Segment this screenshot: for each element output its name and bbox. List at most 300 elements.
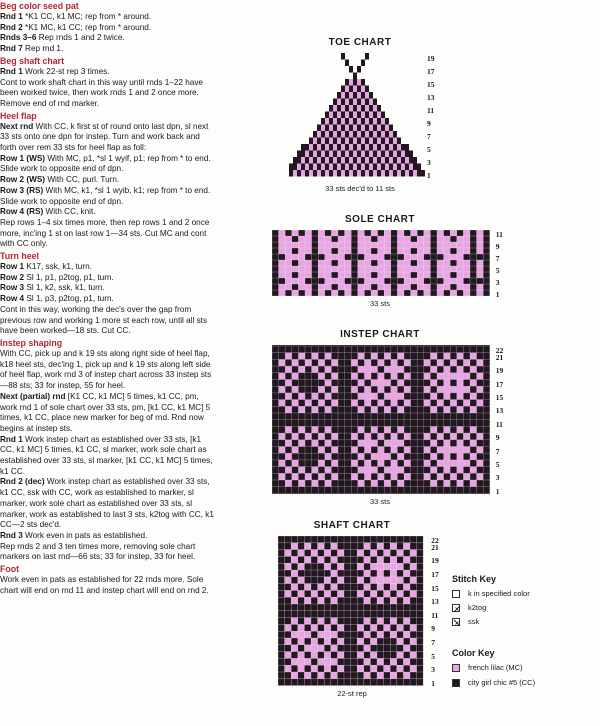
toe-stitch bbox=[337, 125, 341, 132]
instep-stitch bbox=[358, 453, 365, 460]
instep-stitch bbox=[424, 393, 431, 400]
toe-stitch bbox=[317, 170, 321, 177]
instep-stitch bbox=[358, 353, 365, 360]
sole-stitch bbox=[477, 260, 484, 266]
instep-stitch bbox=[351, 373, 358, 380]
instep-stitch bbox=[318, 460, 325, 467]
sole-stitch bbox=[338, 248, 345, 254]
sole-stitch bbox=[325, 278, 332, 284]
instep-stitch bbox=[470, 487, 477, 494]
toe-stitch bbox=[333, 170, 337, 177]
toe-stitch bbox=[405, 157, 409, 164]
shaft-stitch bbox=[278, 563, 285, 570]
toe-edge bbox=[365, 53, 369, 60]
shaft-stitch bbox=[337, 604, 344, 611]
instep-stitch bbox=[477, 346, 484, 353]
instep-stitch bbox=[325, 366, 332, 373]
instruction-text: [K1 CC, k1 MC] 5 times, k1 CC, pm, work rnd 1 of sole chart over 33 sts, pm, [k1 CC, k1 MC] 5 times, k1 CC, place new marker for beg of rnd. Rnd now begins at instep sts. bbox=[0, 391, 211, 433]
shaft-stitch bbox=[291, 624, 298, 631]
toe-stitch bbox=[361, 138, 365, 145]
sole-stitch bbox=[450, 242, 457, 248]
shaft-stitch bbox=[337, 536, 344, 543]
instruction-line bbox=[0, 175, 214, 186]
instep-stitch bbox=[444, 433, 451, 440]
toe-stitch bbox=[297, 164, 301, 171]
shaft-stitch bbox=[364, 556, 371, 563]
toe-stitch bbox=[373, 138, 377, 145]
toe-stitch bbox=[313, 164, 317, 171]
instep-stitch bbox=[470, 386, 477, 393]
sole-stitch bbox=[404, 254, 411, 260]
sole-stitch bbox=[272, 290, 279, 296]
toe-stitch bbox=[393, 144, 397, 151]
sole-stitch bbox=[450, 290, 457, 296]
sole-stitch bbox=[397, 278, 404, 284]
instep-stitch bbox=[298, 473, 305, 480]
toe-stitch bbox=[373, 144, 377, 151]
toe-stitch bbox=[317, 151, 321, 158]
sole-stitch bbox=[338, 290, 345, 296]
toe-stitch bbox=[321, 170, 325, 177]
shaft-stitch bbox=[331, 658, 338, 665]
instruction-label: Rnd 1 bbox=[0, 434, 26, 444]
instep-stitch bbox=[325, 393, 332, 400]
instep-stitch bbox=[417, 353, 424, 360]
instep-stitch bbox=[483, 406, 490, 413]
sole-stitch bbox=[378, 230, 385, 236]
row-number: 15 bbox=[495, 392, 504, 402]
shaft-stitch bbox=[278, 604, 285, 611]
toe-stitch bbox=[357, 151, 361, 158]
instep-stitch bbox=[358, 413, 365, 420]
toe-stitch bbox=[385, 170, 389, 177]
toe-stitch bbox=[361, 170, 365, 177]
shaft-stitch bbox=[324, 665, 331, 672]
sole-stitch bbox=[404, 260, 411, 266]
instep-stitch bbox=[437, 373, 444, 380]
instep-stitch bbox=[351, 420, 358, 427]
shaft-stitch bbox=[357, 618, 364, 625]
sole-stitch bbox=[331, 230, 338, 236]
toe-stitch bbox=[341, 164, 345, 171]
sole-stitch bbox=[272, 284, 279, 290]
instep-stitch bbox=[404, 406, 411, 413]
shaft-stitch bbox=[285, 550, 292, 557]
sole-stitch bbox=[437, 284, 444, 290]
instep-stitch bbox=[298, 447, 305, 454]
instep-stitch bbox=[364, 440, 371, 447]
instep-stitch bbox=[378, 353, 385, 360]
toe-stitch bbox=[305, 144, 309, 151]
toe-stitch bbox=[309, 151, 313, 158]
toe-stitch bbox=[361, 92, 365, 99]
toe-edge bbox=[341, 53, 345, 60]
toe-stitch bbox=[349, 151, 353, 158]
instep-stitch bbox=[318, 386, 325, 393]
shaft-stitch bbox=[285, 618, 292, 625]
sole-stitch bbox=[384, 254, 391, 260]
instep-stitch bbox=[477, 487, 484, 494]
instep-stitch bbox=[463, 473, 470, 480]
shaft-stitch bbox=[304, 604, 311, 611]
sole-stitch bbox=[483, 230, 490, 236]
instep-stitch bbox=[272, 433, 279, 440]
shaft-stitch bbox=[318, 577, 325, 584]
row-number: 15 bbox=[427, 80, 435, 89]
instep-stitch bbox=[391, 359, 398, 366]
toe-stitch bbox=[357, 99, 361, 106]
instep-stitch bbox=[312, 406, 319, 413]
sole-stitch bbox=[397, 284, 404, 290]
instep-stitch bbox=[331, 373, 338, 380]
shaft-stitch bbox=[351, 550, 358, 557]
instep-stitch bbox=[404, 373, 411, 380]
instep-stitch bbox=[279, 467, 286, 474]
toe-stitch bbox=[369, 99, 373, 106]
toe-stitch bbox=[385, 151, 389, 158]
instep-stitch bbox=[371, 359, 378, 366]
sole-stitch bbox=[292, 290, 299, 296]
instep-stitch bbox=[272, 487, 279, 494]
shaft-stitch bbox=[344, 570, 351, 577]
instep-stitch bbox=[279, 447, 286, 454]
instep-stitch bbox=[325, 359, 332, 366]
instep-stitch bbox=[437, 460, 444, 467]
sole-stitch bbox=[292, 230, 299, 236]
instep-stitch bbox=[345, 473, 352, 480]
toe-stitch bbox=[369, 125, 373, 132]
instep-stitch bbox=[457, 447, 464, 454]
instep-stitch bbox=[483, 467, 490, 474]
shaft-stitch bbox=[390, 618, 397, 625]
sole-stitch bbox=[404, 266, 411, 272]
sole-stitch bbox=[417, 254, 424, 260]
shaft-stitch bbox=[377, 577, 384, 584]
shaft-stitch bbox=[357, 652, 364, 659]
instep-stitch bbox=[463, 480, 470, 487]
instep-stitch bbox=[391, 346, 398, 353]
toe-stitch bbox=[341, 131, 345, 138]
shaft-stitch bbox=[298, 665, 305, 672]
row-number: 17 bbox=[431, 570, 439, 579]
shaft-stitch bbox=[337, 638, 344, 645]
toe-stitch bbox=[349, 144, 353, 151]
stitch-key-label: k in specified color bbox=[468, 589, 530, 598]
shaft-stitch bbox=[278, 590, 285, 597]
instep-stitch bbox=[397, 386, 404, 393]
sole-stitch bbox=[424, 248, 431, 254]
stitch-key-knit bbox=[452, 589, 530, 598]
instep-stitch bbox=[411, 467, 418, 474]
shaft-stitch bbox=[304, 543, 311, 550]
instep-stitch bbox=[463, 433, 470, 440]
instep-stitch bbox=[331, 386, 338, 393]
toe-stitch bbox=[337, 99, 341, 106]
instep-stitch bbox=[378, 413, 385, 420]
shaft-stitch bbox=[357, 550, 364, 557]
toe-stitch bbox=[409, 170, 413, 177]
sole-stitch bbox=[384, 284, 391, 290]
instep-stitch bbox=[411, 353, 418, 360]
toe-stitch bbox=[381, 151, 385, 158]
instruction-label: Row 2 bbox=[0, 272, 27, 282]
instep-stitch bbox=[358, 473, 365, 480]
instep-stitch bbox=[371, 353, 378, 360]
shaft-stitch bbox=[285, 536, 292, 543]
instep-stitch bbox=[437, 480, 444, 487]
sole-stitch bbox=[424, 230, 431, 236]
row-number: 3 bbox=[495, 278, 500, 287]
sole-stitch bbox=[285, 266, 292, 272]
sole-stitch bbox=[364, 254, 371, 260]
shaft-stitch bbox=[278, 672, 285, 679]
sole-stitch bbox=[457, 236, 464, 242]
shaft-stitch bbox=[311, 536, 318, 543]
instep-stitch bbox=[338, 366, 345, 373]
shaft-stitch bbox=[344, 624, 351, 631]
instep-stitch bbox=[292, 359, 299, 366]
instep-stitch bbox=[298, 453, 305, 460]
sole-stitch bbox=[312, 242, 319, 248]
toe-stitch bbox=[365, 112, 369, 119]
instep-stitch bbox=[312, 400, 319, 407]
shaft-stitch bbox=[417, 556, 424, 563]
instep-stitch bbox=[292, 386, 299, 393]
shaft-stitch bbox=[410, 631, 417, 638]
toe-stitch bbox=[365, 105, 369, 112]
shaft-stitch bbox=[344, 679, 351, 686]
sole-stitch bbox=[371, 272, 378, 278]
sole-stitch bbox=[397, 230, 404, 236]
shaft-stitch bbox=[377, 604, 384, 611]
sole-stitch bbox=[457, 278, 464, 284]
toe-stitch bbox=[365, 92, 369, 99]
instep-stitch bbox=[463, 487, 470, 494]
shaft-stitch bbox=[397, 624, 404, 631]
shaft-stitch bbox=[291, 597, 298, 604]
instep-stitch bbox=[404, 420, 411, 427]
instep-stitch bbox=[345, 426, 352, 433]
row-number: 3 bbox=[431, 665, 435, 675]
toe-stitch bbox=[313, 170, 317, 177]
instep-stitch bbox=[444, 467, 451, 474]
shaft-stitch bbox=[364, 672, 371, 679]
shaft-stitch bbox=[285, 631, 292, 638]
shaft-stitch bbox=[364, 665, 371, 672]
instep-stitch bbox=[318, 400, 325, 407]
instep-stitch bbox=[292, 426, 299, 433]
instep-stitch bbox=[272, 366, 279, 373]
sole-stitch bbox=[338, 260, 345, 266]
instep-stitch bbox=[450, 366, 457, 373]
instep-stitch bbox=[378, 467, 385, 474]
shaft-stitch bbox=[357, 624, 364, 631]
stitch-key-label: k2tog bbox=[468, 603, 487, 612]
instep-stitch bbox=[298, 380, 305, 387]
instep-stitch bbox=[279, 487, 286, 494]
shaft-stitch bbox=[344, 550, 351, 557]
shaft-stitch bbox=[278, 665, 285, 672]
toe-stitch bbox=[365, 164, 369, 171]
shaft-stitch bbox=[331, 624, 338, 631]
sole-stitch bbox=[325, 284, 332, 290]
instruction-line bbox=[0, 207, 214, 218]
sole-stitch bbox=[470, 266, 477, 272]
shaft-stitch bbox=[397, 543, 404, 550]
instruction-label: Next (partial) rnd bbox=[0, 391, 68, 401]
instep-stitch bbox=[470, 460, 477, 467]
shaft-stitch bbox=[311, 577, 318, 584]
instep-stitch bbox=[305, 393, 312, 400]
sole-stitch bbox=[331, 266, 338, 272]
toe-edge bbox=[381, 112, 385, 119]
shaft-stitch bbox=[291, 604, 298, 611]
instep-stitch bbox=[450, 400, 457, 407]
toe-stitch bbox=[321, 144, 325, 151]
shaft-stitch bbox=[410, 590, 417, 597]
instep-stitch bbox=[318, 467, 325, 474]
instep-stitch bbox=[312, 453, 319, 460]
toe-stitch bbox=[361, 144, 365, 151]
sole-stitch bbox=[312, 278, 319, 284]
instep-stitch bbox=[285, 366, 292, 373]
toe-stitch bbox=[357, 170, 361, 177]
sole-stitch bbox=[358, 272, 365, 278]
shaft-stitch bbox=[324, 645, 331, 652]
shaft-stitch bbox=[403, 631, 410, 638]
instruction-line bbox=[0, 186, 214, 207]
shaft-stitch bbox=[285, 604, 292, 611]
instep-stitch bbox=[285, 346, 292, 353]
sole-stitch bbox=[463, 278, 470, 284]
shaft-stitch bbox=[377, 631, 384, 638]
instep-stitch bbox=[457, 353, 464, 360]
toe-stitch bbox=[349, 131, 353, 138]
shaft-stitch bbox=[357, 590, 364, 597]
instep-stitch bbox=[404, 433, 411, 440]
shaft-stitch bbox=[364, 543, 371, 550]
instep-stitch bbox=[384, 346, 391, 353]
row-number: 9 bbox=[427, 119, 431, 128]
sole-stitch bbox=[298, 230, 305, 236]
instep-stitch bbox=[404, 400, 411, 407]
sole-stitch bbox=[292, 254, 299, 260]
toe-stitch bbox=[357, 105, 361, 112]
section-heading: Beg color seed pat bbox=[0, 1, 79, 11]
instep-stitch bbox=[483, 420, 490, 427]
sole-stitch bbox=[444, 272, 451, 278]
toe-stitch bbox=[349, 125, 353, 132]
instep-stitch bbox=[279, 473, 286, 480]
shaft-stitch bbox=[417, 631, 424, 638]
shaft-stitch bbox=[318, 570, 325, 577]
instep-stitch bbox=[351, 393, 358, 400]
instep-stitch bbox=[351, 353, 358, 360]
instep-stitch bbox=[279, 380, 286, 387]
sole-stitch bbox=[371, 284, 378, 290]
sole-stitch bbox=[292, 236, 299, 242]
shaft-stitch bbox=[370, 543, 377, 550]
shaft-stitch bbox=[318, 604, 325, 611]
sole-stitch bbox=[358, 254, 365, 260]
toe-stitch bbox=[349, 79, 353, 86]
shaft-stitch bbox=[384, 604, 391, 611]
shaft-stitch bbox=[337, 672, 344, 679]
sole-stitch bbox=[391, 272, 398, 278]
shaft-stitch bbox=[291, 611, 298, 618]
shaft-stitch bbox=[311, 652, 318, 659]
row-number: 1 bbox=[431, 678, 435, 688]
sole-stitch bbox=[338, 278, 345, 284]
toe-stitch bbox=[377, 112, 381, 119]
sole-stitch bbox=[404, 290, 411, 296]
shaft-stitch bbox=[331, 652, 338, 659]
toe-stitch bbox=[353, 131, 357, 138]
shaft-stitch bbox=[298, 631, 305, 638]
instep-stitch bbox=[463, 373, 470, 380]
sole-stitch bbox=[477, 230, 484, 236]
instep-stitch bbox=[411, 386, 418, 393]
instep-stitch bbox=[272, 480, 279, 487]
shaft-stitch bbox=[331, 611, 338, 618]
section-heading: Turn heel bbox=[0, 251, 39, 262]
sole-stitch bbox=[358, 230, 365, 236]
toe-stitch bbox=[341, 125, 345, 132]
instep-stitch bbox=[450, 453, 457, 460]
shaft-stitch bbox=[337, 570, 344, 577]
instep-stitch bbox=[391, 413, 398, 420]
shaft-stitch bbox=[364, 536, 371, 543]
instep-stitch bbox=[285, 353, 292, 360]
instep-stitch bbox=[437, 473, 444, 480]
shaft-stitch bbox=[337, 590, 344, 597]
instep-stitch bbox=[477, 447, 484, 454]
instep-stitch bbox=[397, 393, 404, 400]
sole-stitch bbox=[463, 248, 470, 254]
row-number: 19 bbox=[495, 366, 504, 376]
instep-stitch bbox=[430, 473, 437, 480]
toe-stitch bbox=[385, 131, 389, 138]
instep-stitch bbox=[411, 373, 418, 380]
toe-stitch bbox=[337, 157, 341, 164]
sole-stitch bbox=[417, 230, 424, 236]
instep-stitch bbox=[463, 359, 470, 366]
toe-edge bbox=[321, 118, 325, 125]
instep-stitch bbox=[371, 480, 378, 487]
sole-stitch bbox=[325, 254, 332, 260]
sole-stitch bbox=[397, 266, 404, 272]
instep-stitch bbox=[292, 467, 299, 474]
instep-stitch bbox=[331, 353, 338, 360]
sole-stitch bbox=[318, 266, 325, 272]
instruction-text: Rep rows 1–4 six times more, then rep rows 1 and 2 once more, inc'ing 1 st on last row 1—34 sts. Cut MC and cont with CC only. bbox=[0, 217, 210, 249]
instep-stitch bbox=[404, 353, 411, 360]
sole-chart bbox=[272, 230, 492, 296]
sole-stitch bbox=[305, 272, 312, 278]
sole-stitch bbox=[364, 260, 371, 266]
sole-stitch bbox=[417, 248, 424, 254]
instep-stitch bbox=[404, 346, 411, 353]
shaft-stitch bbox=[417, 536, 424, 543]
shaft-stitch bbox=[403, 611, 410, 618]
instep-stitch bbox=[351, 380, 358, 387]
instep-stitch bbox=[305, 353, 312, 360]
instep-stitch bbox=[483, 440, 490, 447]
shaft-stitch bbox=[384, 624, 391, 631]
sole-stitch bbox=[292, 248, 299, 254]
shaft-stitch bbox=[324, 536, 331, 543]
toe-stitch bbox=[365, 125, 369, 132]
